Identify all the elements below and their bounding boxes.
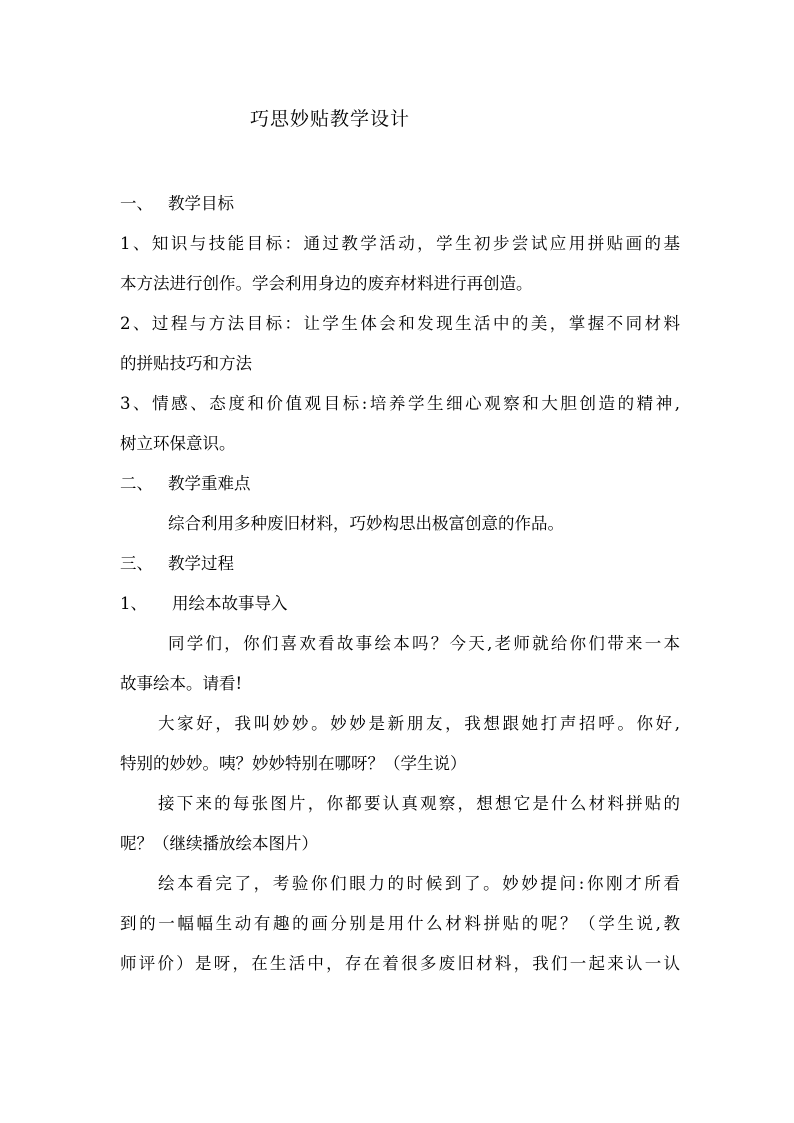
document-title: 巧思妙贴教学设计 (249, 108, 410, 130)
section-number: 二、 (120, 474, 153, 493)
goal-1-line-2: 本方法进行创作。学会利用身边的废弃材料进行再创造。 (120, 274, 533, 293)
section-heading-goals (120, 184, 680, 224)
step-label: 用绘本故事导入 (172, 594, 288, 613)
section-heading-process (120, 544, 680, 584)
paragraph-4-line-2: 到的一幅幅生动有趣的画分别是用什么材料拼贴的呢？（学生说,教 (120, 914, 680, 933)
section-number: 三、 (120, 554, 153, 573)
paragraph-3-line-2: 呢？（继续播放绘本图片） (120, 834, 318, 853)
difficulty-text: 综合利用多种废旧材料，巧妙构思出极富创意的作品。 (168, 514, 564, 533)
paragraph-3-line-1: 接下来的每张图片，你都要认真观察，想想它是什么材料拼贴的 (158, 794, 680, 813)
paragraph-1-line-2: 故事绘本。请看! (120, 674, 243, 693)
step-number: 1、 (120, 594, 147, 613)
section-label: 教学重难点 (168, 474, 251, 493)
paragraph-1-line-1: 同学们，你们喜欢看故事绘本吗？今天,老师就给你们带来一本 (168, 634, 680, 653)
paragraph-4-line-3: 师评价）是呀，在生活中，存在着很多废旧材料，我们一起来认一认 (120, 954, 680, 973)
section-number: 一、 (120, 194, 153, 213)
section-label: 教学目标 (168, 194, 234, 213)
goal-2-line-1: 2、过程与方法目标：让学生体会和发现生活中的美，掌握不同材料 (120, 314, 680, 333)
goal-3-line-2: 树立环保意识。 (120, 434, 236, 453)
section-heading-difficulty (120, 464, 680, 504)
goal-3-line-1: 3、情感、态度和价值观目标:培养学生细心观察和大胆创造的精神, (120, 394, 680, 413)
paragraph-4-line-1: 绘本看完了，考验你们眼力的时候到了。妙妙提问:你刚才所看 (158, 874, 680, 893)
goal-2-line-2: 的拼贴技巧和方法 (120, 354, 252, 373)
document-body (120, 184, 680, 984)
paragraph-2-line-2: 特别的妙妙。咦？妙妙特别在哪呀？（学生说） (120, 754, 467, 773)
paragraph-2-line-1: 大家好，我叫妙妙。妙妙是新朋友，我想跟她打声招呼。你好, (158, 714, 680, 733)
section-label: 教学过程 (168, 554, 234, 573)
goal-1-line-1: 1、知识与技能目标：通过教学活动，学生初步尝试应用拼贴画的基 (120, 234, 680, 253)
step-1-heading (120, 584, 680, 624)
